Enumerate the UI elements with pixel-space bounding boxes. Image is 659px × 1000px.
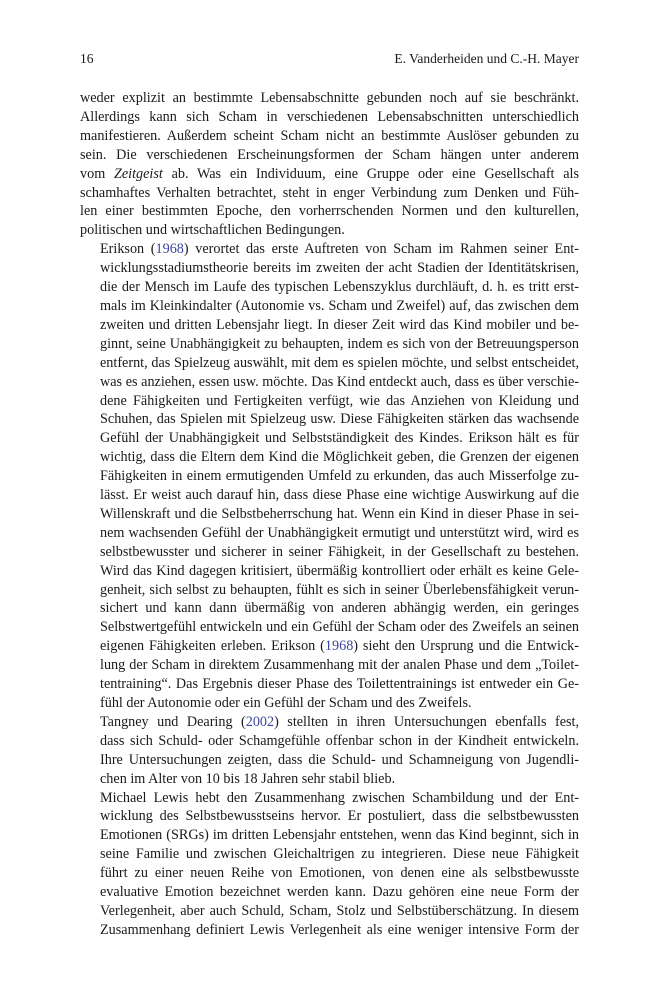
text-run: dene Fähigkeiten und Fertigkeiten verfügt, wie das Anziehen von Kleidung und: [100, 392, 579, 409]
text-run: weder explizit an bestimmte Lebensabschnitte gebunden noch auf sie beschränkt.: [80, 90, 579, 106]
citation-link[interactable]: 1968: [324, 638, 354, 655]
text-line: [80, 297, 579, 316]
text-run: sichert und kann dann übermäßig von anderen abhängig werden, ein geringes: [100, 600, 579, 617]
text-line: [80, 656, 579, 675]
text-line: [80, 543, 579, 562]
text-run: politischen und wirtschaftlichen Bedingungen.: [80, 222, 345, 239]
paragraph: [80, 713, 579, 789]
text-run: Gefühl der Unabhängigkeit und Selbstständigkeit des Kindes. Erikson hält es für: [100, 430, 579, 447]
body-text: [80, 89, 579, 940]
text-run: ) verortet das erste Auftreten von Scham im Rahmen seiner Ent-: [183, 241, 579, 258]
text-run: eigenen Fähigkeiten erleben. Erikson (: [100, 638, 325, 655]
paragraph: [80, 240, 579, 713]
text-run: wichtig, dass die Eltern dem Kind die Möglichkeit geben, die Grenzen der eigenen: [100, 449, 579, 466]
text-line: [80, 410, 579, 429]
text-run: mals im Kleinkindalter (Autonomie vs. Scham und Zweifel) auf, das zwischen dem: [100, 297, 579, 314]
text-run: Willenskraft und die Selbstbeherrschung hat. Wenn ein Kind in dieser Phase in sei-: [100, 505, 579, 522]
text-line: [80, 354, 579, 373]
text-run: nem wachsenden Gefühl der Unabhängigkeit ermutigt und unterstützt wird, wird es: [100, 524, 579, 541]
text-run: chen im Alter von 10 bis 18 Jahren sehr stabil blieb.: [100, 770, 396, 787]
text-line: [80, 826, 579, 845]
text-line: [80, 505, 579, 524]
text-line: [80, 316, 579, 335]
text-line: [80, 184, 579, 203]
text-line: [80, 146, 579, 165]
citation-link[interactable]: 1968: [155, 241, 184, 258]
text-run: lässt. Er weist auch darauf hin, dass diese Phase eine wichtige Auswirkung auf die: [100, 487, 579, 504]
text-run: Michael Lewis hebt den Zusammenhang zwischen Schambildung und der Ent-: [100, 789, 579, 806]
text-run: dass sich Schuld- oder Schamgefühle offenbar schon in der Kindheit entwickeln.: [100, 732, 579, 749]
text-run: ginnt, seine Unabhängigkeit zu behaupten, indem es sich von der Betreuungsperson: [100, 335, 579, 352]
text-line: [80, 89, 579, 108]
text-run: tentraining“. Das Ergebnis dieser Phase des Toilettentrainings ist entweder ein Ge-: [100, 676, 579, 693]
text-run: vom: [80, 165, 114, 182]
text-run: was es anziehen, essen usw. möchte. Das Kind entdeckt auch, dass es über verschie-: [100, 373, 579, 390]
paragraph: [80, 789, 579, 940]
page-number: 16: [80, 51, 94, 66]
paragraph: [80, 89, 579, 240]
text-run: führt zu einer neuen Reihe von Emotionen, von denen eine als selbstbewusste: [100, 865, 579, 882]
text-line: [80, 562, 579, 581]
text-line: [80, 448, 579, 467]
text-line: [80, 429, 579, 448]
text-line: [80, 127, 579, 146]
text-run: Tangney und Dearing (: [100, 713, 246, 730]
text-run: Schuhen, das Spielen mit Spielzeug usw. Diese Fähigkeiten stärken das wachsende: [100, 411, 579, 428]
text-line: [80, 335, 579, 354]
text-run: Allerdings kann sich Scham in verschiedenen Lebensabschnitten unterschiedlich: [80, 108, 579, 125]
text-run: genheit, sich selbst zu behaupten, fühlt es sich in seiner Überlebensfähigkeit verun-: [100, 581, 579, 598]
text-run: Selbstwertgefühl entwickeln und ein Gefühl der Scham oder des Zweifels an seinen: [100, 619, 579, 636]
text-run: len einer bestimmten Epoche, den vorherrschenden Normen und den kulturellen,: [80, 203, 579, 220]
text-run: ab. Was ein Individuum, eine Gruppe oder eine Gesellschaft als: [162, 165, 579, 182]
text-run: fühl der Autonomie oder ein Gefühl der Scham und des Zweifels.: [100, 695, 472, 711]
text-line: [80, 108, 579, 127]
text-run: Erikson (: [100, 241, 156, 258]
text-line: [80, 902, 579, 921]
text-line: [80, 637, 579, 656]
text-line: [80, 524, 579, 543]
text-run: Fähigkeiten in einem ermutigenden Umfeld zu erkunden, das auch Misserfolge zu-: [100, 468, 579, 485]
text-run: Zusammenhang definiert Lewis Verlegenheit als eine weniger intensive Form der: [100, 921, 579, 938]
text-run: schamhaftes Verhalten betrachtet, steht in enger Verbindung zum Denken und Füh-: [80, 184, 579, 201]
text-run: zweiten und dritten Lebensjahr liegt. In dieser Zeit wird das Kind mobiler und be-: [100, 316, 579, 333]
text-line: [80, 770, 579, 789]
text-line: [80, 486, 579, 505]
text-line: [80, 259, 579, 278]
text-line: [80, 581, 579, 600]
text-line: [80, 618, 579, 637]
text-line: [80, 713, 579, 732]
text-run: ) stellten in ihren Untersuchungen ebenfalls fest,: [274, 713, 579, 730]
text-line: [80, 467, 579, 486]
text-run: Wird das Kind dagegen kritisiert, übermäßig kontrolliert oder erhält es keine Gele-: [100, 562, 579, 579]
text-line: [80, 883, 579, 902]
emphasis-term: Zeitgeist: [113, 165, 163, 182]
citation-link[interactable]: 2002: [245, 713, 275, 730]
text-line: [80, 807, 579, 826]
text-line: [80, 694, 579, 713]
text-line: [80, 165, 579, 184]
text-line: [80, 864, 579, 883]
running-header-authors: E. Vanderheiden und C.-H. Mayer: [394, 51, 579, 66]
text-run: lung der Scham in direktem Zusammenhang mit der analen Phase und dem „Toilet-: [100, 657, 579, 674]
text-run: entfernt, das Spielzeug auswählt, mit dem es spielen möchte, und selbst entscheidet,: [100, 354, 579, 371]
text-line: [80, 373, 579, 392]
text-run: Verlegenheit, aber auch Schuld, Scham, Stolz und Selbstüberschätzung. In diesem: [100, 902, 579, 919]
text-run: seine Familie und zwischen Gleichaltrigen zu integrieren. Diese neue Fähigkeit: [100, 846, 579, 863]
text-run: evaluative Emotion bezeichnet werden kann. Dazu gehören eine neue Form der: [100, 884, 579, 901]
text-run: sein. Die verschiedenen Erscheinungsformen der Scham hängen unter anderem: [80, 146, 579, 163]
text-run: wicklung des Selbstbewusstseins hervor. Er postuliert, dass die selbstbewussten: [100, 808, 579, 825]
text-line: [80, 221, 579, 240]
text-run: selbstbewusster und sicherer in seiner Fähigkeit, in der Gesellschaft zu bestehen.: [100, 543, 579, 560]
text-line: [80, 732, 579, 751]
text-line: [80, 921, 579, 940]
text-line: [80, 278, 579, 297]
text-line: [80, 202, 579, 221]
text-line: [80, 675, 579, 694]
text-line: [80, 789, 579, 808]
text-line: [80, 751, 579, 770]
text-line: [80, 392, 579, 411]
text-run: manifestieren. Außerdem scheint Scham nicht an bestimmte Auslöser gebunden zu: [80, 127, 579, 144]
text-run: ) sieht den Ursprung und die Entwick-: [353, 638, 580, 655]
text-run: Ihre Untersuchungen zeigten, dass die Schuld- und Schamneigung von Jugendli-: [100, 751, 579, 768]
text-line: [80, 845, 579, 864]
text-line: [80, 240, 579, 259]
text-line: [80, 599, 579, 618]
text-run: Emotionen (SRGs) im dritten Lebensjahr entstehen, wenn das Kind beginnt, sich in: [100, 827, 579, 844]
text-run: wicklungsstadiumstheorie bereits im zweiten der acht Stadien der Identitätskrisen,: [100, 260, 579, 277]
text-run: die der Mensch im Laufe des typischen Lebenszyklus durchläuft, d. h. es tritt erst-: [100, 279, 579, 296]
